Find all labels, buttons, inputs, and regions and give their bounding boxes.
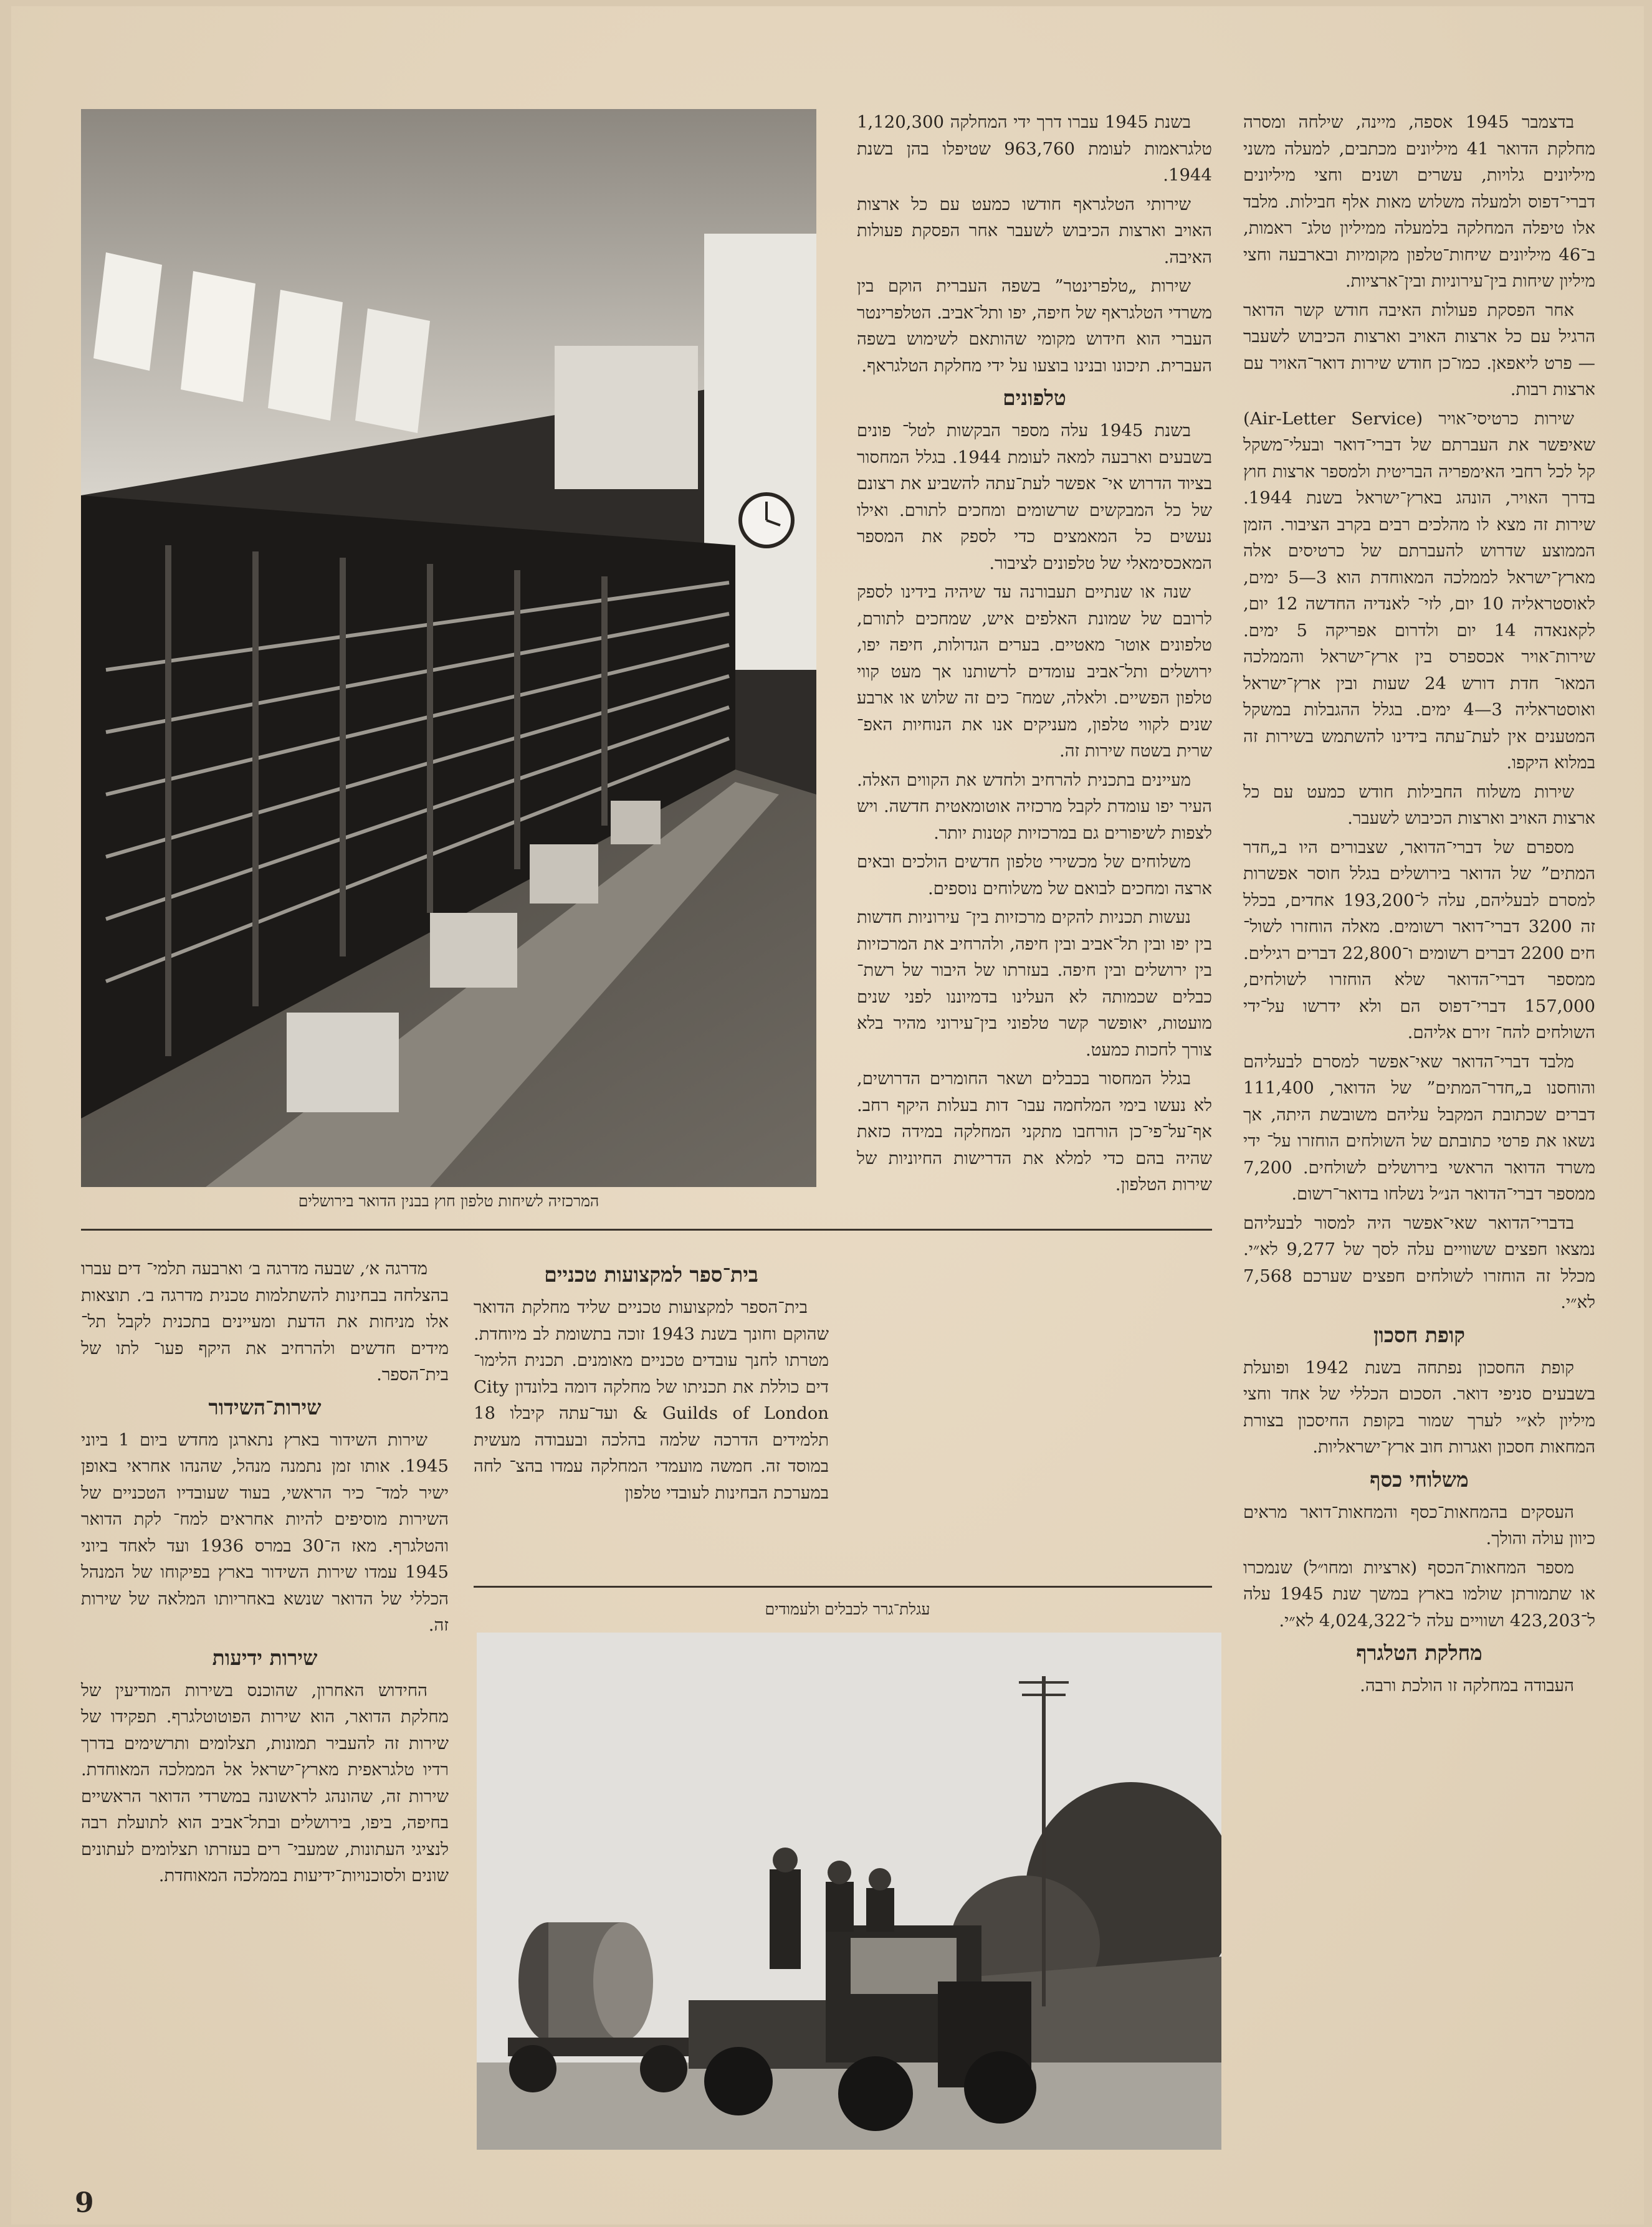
paragraph: מעיינים בתכנית להרחיב ולחדש את הקווים האלה. העיר יפו עומדת לקבל מרכזיה אוטומאטית חדשה. ויש לצפות לשיפורים גם במרכזיות קטנות יותר. xyxy=(857,770,1212,843)
paragraph: מלבד דברי־הדואר שאי־אפשר למסרם לבעליהם והוחסנו ב„חדר־המתים” של הדואר, 111,400 דברים שכתובת המקבל עליהם משובשת היתה, אך נשאו את פרטי כתובתם של השולחים הוחזרו על־ ידי משרד הדואר הראשי בירושלים לשולחים. 7,200 ממספר דברי־הדואר הנ״ל נשלחו בדואר־רשום. xyxy=(1243,1051,1595,1204)
top-photo-caption: המרכזיה לשיחות טלפון חוץ בבנין הדואר בירושלים xyxy=(298,1192,599,1210)
paragraph: העבודה במחלקה זו הולכת ורבה. xyxy=(1360,1676,1574,1695)
article-column-right xyxy=(1243,109,1595,1702)
paragraph: שירות כרטיסי־אויר (Air-Letter Service) שאיפשר את העברתם של דברי־דואר ובעלי־משקל קל לכל רחבי האימפריה הבריטית ולמספר ארצות חוץ בדרך האויר, הונהג בארץ־ישראל בשנת 1944. שירות זה מצא לו מהלכים רבים בקרב הציבור. הזמן הממוצע שדרוש להעברתם של כרטיסים אלה מארץ־ישראל לממלכה המאוחדת הוא 3—5 ימים, לאוסטראליה 10 יום, לזי־ לאנדיה החדשה 12 יום, לקאנאדה 14 יום ולדרום אפריקה 5 ימים. שירות־אויר אכספרס בין ארץ־ישראל והממלכה המאו־ חדת דורש 24 שעות ובין ארץ־ישראל ואוסטראליה 3—4 ימים. בגלל ההגבלות במשקל המטענים אין לעת־עתה בידינו להשתמש בשירות זה במלוא היקפו. xyxy=(1243,408,1596,773)
article-column-middle xyxy=(857,109,1212,1201)
paragraph: בשנת 1945 עברו דרך ידי המחלקה 1,120,300 טלגראמות לעומת 963,760 שטיפלו בהן בשנת 1944. xyxy=(857,112,1212,185)
paragraph: שירות „טלפרינטר” בשפה העברית הוקם בין משרדי הטלגראף של חיפה, יפו ותל־אביב. הטלפרינטר העברי הוא חידוש מקומי שהותאם לשימוש בשפה העברית. תיכונו ובנינו בוצעו על ידי מחלקת הטלגראף. xyxy=(857,276,1212,376)
section-heading: מחלקת הטלגרף xyxy=(1356,1641,1483,1665)
paragraph: בדברי־הדואר שאי־אפשר היה למסור לבעליהם נמצאו חפצים ששוויים עלה לסך של 9,277 לא״י. מכלל זה הוחזרו לשולחים חפצים שערכם 7,568 לא״י. xyxy=(1243,1213,1595,1312)
section-heading: קופת חסכון xyxy=(1373,1322,1465,1347)
article-column-bottom-left xyxy=(81,1256,449,1892)
paragraph: משלוחים של מכשירי טלפון חדשים הולכים ובאים ארצה ומחכים לבואם של משלוחים נוספים. xyxy=(857,852,1212,899)
paragraph: בדצמבר 1945 אספה, מיינה, שילחה ומסרה מחלקת הדואר 41 מיליונים מכתבים, למעלה משני מיליונים גלויות, עשרים ושנים וחצי מיליונים דברי־דפוס ולמעלה משלוש מאות אלף חבילות. מלבד אלו טיפלה המחלקה בלמעלה ממיליון טלג־ ראמות, ב־46 מיליונים שיחות־טלפון מקומיות ובארבעה וחצי מיליון שיחות בין־עירוניות ובין־ארציות. xyxy=(1243,112,1595,291)
section-heading: בית־ספר למקצועות טכניים xyxy=(544,1262,758,1287)
paragraph: מספר המחאות־הכסף (ארציות ומחו״ל) שנמכרו או שתמורתן שולמו בארץ במשך שנת 1945 עלה ל־423,203 ושוויים עלה ל־4,024,322 לא״י. xyxy=(1243,1557,1595,1631)
section-heading: טלפונים xyxy=(1003,386,1066,410)
paragraph: מספרם של דברי־הדואר, שצבורים היו ב„חדר המתים” של הדואר בירושלים בגלל חוסר אפשרות למסרם לבעליהם, עלה ל־193,200 אחדים, בכלל זה 3200 דברי־דואר רשומים. מאלה הוחזרו לשול־ חים 2200 דברים רשומים ו־22,800 דברים רגילים. ממספר דברי־הדואר שלא הוחזרו לשולחים, 157,000 דברי־דפוס הם ולא ידרשו על־ידי השולחים להח־ זירם אליהם. xyxy=(1243,837,1595,1042)
cable-trailer-illustration xyxy=(477,1633,1221,2150)
paragraph: בגלל המחסור בכבלים ושאר החומרים הדרושים, לא נעשו בימי המלחמה עבו־ דות בעלות היקף רחב. אף־על־פי־כן הורחבו מתקני המחלקה במידה כזאת שהיה בהם כדי למלא את הדרישות החיוניות של שירות הטלפון. xyxy=(857,1069,1212,1195)
paragraph: שירות משלוח החבילות חודש כמעט עם כל ארצות האויב וארצות הכיבוש לשעבר. xyxy=(1243,781,1595,828)
paragraph: שנה או שנתיים תעבורנה עד שיהיה בידינו לספק לרובם של שמונת האלפים איש, שמחכים לתורם, טלפונים אוטו־ מאטיים. בערים הגדולות, חיפה יפו, ירושלים ותל־אביב עומדים לרשותנו אך מעט קווי טלפון הפשיים. ולאלה, שמח־ כים זה שלוש או ארבע שנים לקווי טלפון, מעניקים אנו את הנוחיות האפ־ שרית בשטח שירות זה. xyxy=(857,582,1212,761)
telephone-exchange-photo xyxy=(81,109,816,1187)
paragraph: בית־הספר למקצועות טכניים שליד מחלקת הדואר שהוקם וחונך בשנת 1943 זוכה בתשומת לב מיוחדת. מטרתו לחנך עובדים טכניים מאומנים. תכנית הלימו־ דים כוללת את תכניתו של מחלקה דומה בלונדון City & Guilds of London ועד־עתה קיבלו 18 תלמידים הדרכה שלמה בהלכה ובעבודה מעשית במוסד זה. חמשה מועמדי המחלקה עמדו בהצ־ לחה במערכת הבחינות לעובדי טלפון xyxy=(474,1297,829,1503)
cable-trailer-photo xyxy=(477,1633,1221,2150)
section-divider xyxy=(81,1229,1212,1231)
section-heading: שירות ידיעות xyxy=(212,1645,318,1670)
telephone-exchange-illustration xyxy=(81,109,816,1187)
paragraph: נעשות תכניות להקים מרכזיות בין־ עירוניות חדשות בין יפו ובין תל־אביב ובין חיפה, ולהרחיב את המרכזיות בין ירושלים ובין חיפה. בעזרתו של היבור של רשת־ כבלים שכמותה לא העלינו בדמיוננו לפני שנים מועטות, יאופשר קשר טלפוני בין־עירוני מהיר בלא צורך לחכות כמעט. xyxy=(857,907,1212,1060)
paragraph: מדרגה א׳, שבעה מדרגה ב׳ וארבעה תלמי־ דים עברו בהצלחה בבחינות להשתלמות טכנית מדרגה ב׳. תוצאות אלו מניחות את הדעת ומעיינים בתכנית לקבל תל־ מידים חדשים ולהרחיב את היקף פעו־ לתו של בית־הספר. xyxy=(81,1259,449,1385)
paragraph: שירות השידור בארץ נתארגן מחדש ביום 1 ביוני 1945. אותו זמן נתמנה מנהל, שהנהו אחראי באופן ישיר למד־ כיר הראשי, בעוד שעובדיו הטכניים של השירות מוסיפים להיות אחראים למח־ לקת הדואר והטלגרף. מאז ה־30 במרס 1936 ועד לאחד ביוני 1945 עמדו שירות השידור בארץ בפיקוחו של המנהל הכללי של הדואר שנשא באחריותו המלאה של שירות זה. xyxy=(81,1429,449,1635)
article-column-bottom-middle xyxy=(474,1256,829,1509)
paragraph: בשנת 1945 עלה מספר הבקשות לטל־ פונים בשבעים וארבעה למאה לעומת 1944. בגלל המחסור בציוד הדרוש אי־ אפשר לעת־עתה להשביע את רצונם של כל המבקשים שרשומים ומחכים לתורם. ואילו נעשים כל המאמצים כדי לספק את המספר המאכסימאלי של טלפונים לציבור. xyxy=(857,421,1212,573)
section-divider-lower xyxy=(474,1586,1212,1588)
bottom-photo-caption: עגלת־גרר לכבלים ולעמודים xyxy=(765,1600,930,1618)
paragraph: אחר הפסקת פעולות האיבה חודש קשר הדואר הרגיל עם כל ארצות האויב וארצות הכיבוש לשעבר — פרט ליאפאן. כמו־כן חודש שירות דואר־האויר עם ארצות רבות. xyxy=(1243,300,1595,399)
section-heading: שירות־השידור xyxy=(208,1395,322,1419)
paragraph: החידוש האחרון, שהוכנס בשירות המודיעין של מחלקת הדואר, הוא שירות הפוטוטלגרף. תפקידו של שירות זה להעביר תמונות, תצלומים ותרשימים בדרך רדיו טלגראפית מארץ־ישראל אל הממלכה המאוחדת. שירות זה, שהונהג לראשונה במשרדי הדואר הראשיים בחיפה, ביפו, בירושלים ובתל־אביב הוא לתועלת רבה לנציגי העתונות, שמעבי־ רים בעזרתו תצלומים לעתונים שונים ולסוכנויות־ידיעות בממלכה המאוחדת. xyxy=(81,1680,449,1886)
paragraph: העסקים בהמחאות־כסף והמחאות־דואר מראים כיוון עולה והולך. xyxy=(1243,1502,1595,1548)
section-heading: משלוחי כסף xyxy=(1370,1467,1469,1492)
page-number: 9 xyxy=(75,2187,94,2219)
paragraph: קופת החסכון נפתחה בשנת 1942 ופועלת בשבעים סניפי דואר. הסכום הכללי של אחד וחצי מיליון לא״י לערך שמור בקופת החיסכון בצורת המחאות חסכון ואגרות חוב ארץ־ישראליות. xyxy=(1243,1357,1595,1457)
paragraph: שירותי הטלגראף חודשו כמעט עם כל ארצות האויב וארצות הכיבוש לשעבר אחר הפסקת פעולות האיבה. xyxy=(857,194,1212,267)
